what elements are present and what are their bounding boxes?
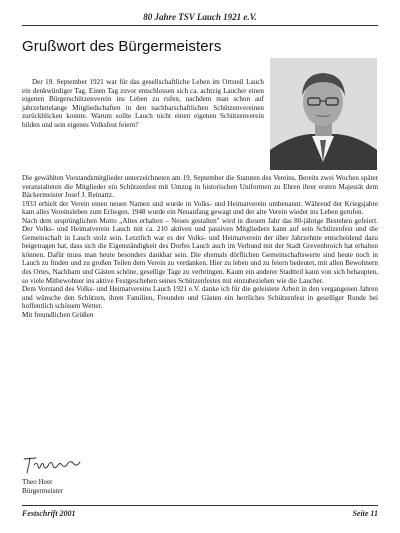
signer-role: Bürgermeister [22,487,63,495]
paragraph-4: Nach dem ursprünglichen Motto „Altes erhalten – Neues gestalten" wird in diesem Jahr das 80-jährige Bestehen gefeiert. Der Volks- und Heimatverein Lauch mit ca. 210 aktiven und passiven Mitgliedern kann auf sein Schützenfest und die Gemeinschaft in Lauch stolz sein. Letztlich war es der Volks- und Heimatverein der über Jahrzehnte entscheidend dazu beigetragen hat, dass sich die Eigenständigkeit des Dorfes Lauch auch im Verbund mit der Stadt Grevenbroich hat erhalten können. Dafür muss man heute besonders dankbar sein. Die ehemals dörflichen Gemeinschaftswerte sind heute noch in Lauch zu finden und zu großen Teilen dem Verein zu verdanken. Hier zu leben und zu feiern bedeutet, mit allen Bewohnern des Ortes, Nachbarn und Gästen schöne, gesellige Tage zu verbringen. Kaum ein anderer Stadtteil kann von sich behaupten, so viele Mitbewohner ins aktive Festgeschehen seines Schützenfestes mit einzubeziehen wie die Laucher. [22,216,378,285]
closing-greeting: Mit freundlichen Grüßen [22,310,94,319]
intro-paragraph-block [22,78,264,129]
page-number: Seite 11 [352,509,378,518]
footer-rule [22,505,378,506]
page-title: Grußwort des Bürgermeisters [22,38,222,55]
paragraph-5: Dem Vorstand des Volks- und Heimatvereins Lauch 1921 e.V. danke ich für die geleistete Arbeit in den vergangenen Jahren und wünsche den Schützen, ihren Familien, Freunden und Gästen ein herrliches Schützenfest in geselliger Runde bei hoffentlich schönem Wetter. [22,285,378,311]
main-text-block [22,174,378,319]
paragraph-3: 1933 erhielt der Verein einen neuen Namen und wurde in Volks- und Heimatverein umbenannt. Während der Kriegsjahre kam alles Vereinsleben zum Erliegen. 1948 wurde ein Neuanfang gewagt und der alte Verein wieder ins Leben gerufen. [22,199,378,217]
paragraph-2: Die gewählten Vorstandsmitglieder unterzeichneten am 19. September die Statuten des Vereins. Bereits zwei Wochen später veranstalteten die Mitglieder ein Schützenfest mit Umzug in historischen Uniformen zu Ehren ihrer ersten Majestät dem Bäckermeister Josef J. Reinartz. [22,174,378,200]
header-rule [22,25,378,26]
paragraph-1: Der 19. September 1921 war für das gesellschaftliche Leben im Ortsteil Lauch ein denkwürdiger Tag. Einen Tag zuvor entschlossen sich ca. achtzig Laucher einen eigenen Bürgerschützenverein ins Leben zu rufen, nachdem man schon auf jahrzehntelange Mitgliedschaften in den nachbarschaftlichen Schützenvereinen zurückblicken konnte. Warum sollte Lauch nicht einen eigenen Schützenverein bilden und sein eigenes Volksfest feiern? [22,78,264,129]
handwritten-signature [22,455,82,475]
signer-name: Theo Heer [22,478,53,486]
mayor-portrait-photo [270,58,377,170]
running-header: 80 Jahre TSV Lauch 1921 e.V. [143,12,257,22]
footer-publication: Festschrift 2001 [22,509,76,518]
